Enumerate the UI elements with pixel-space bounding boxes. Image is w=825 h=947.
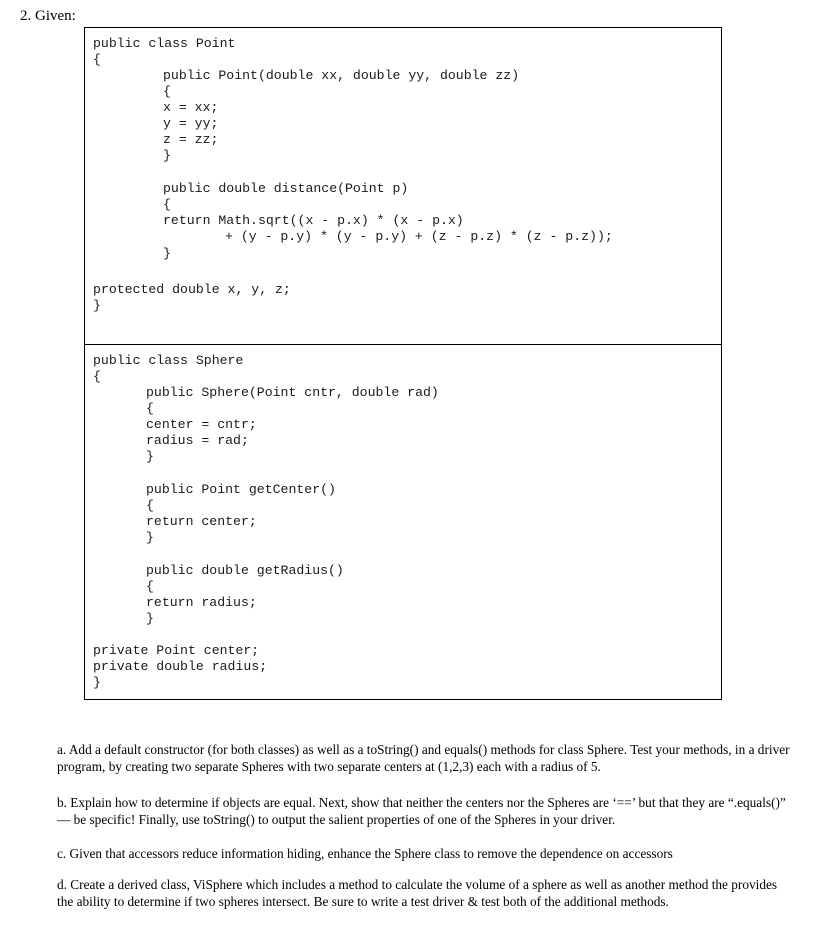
question-a: a. Add a default constructor (for both classes) as well as a toString() and equals() methods for class Sphere. Test your methods, in a driver program, by creating two separate Spheres with two separate centers at (1,2,3) each with a radius of 5. (57, 742, 790, 774)
code-line: } (93, 675, 101, 690)
code-line: public Point getCenter() (146, 482, 336, 497)
code-line: public double getRadius() (146, 563, 344, 578)
sphere-class-code-box (84, 344, 722, 700)
code-line: return Math.sqrt((x - p.x) * (x - p.x) (163, 213, 464, 228)
code-line: y = yy; (163, 116, 219, 131)
code-line: public Sphere(Point cntr, double rad) (146, 385, 439, 400)
code-line: public Point(double xx, double yy, double zz) (163, 68, 520, 83)
code-line: { (146, 401, 154, 416)
code-line: radius = rad; (146, 433, 249, 448)
code-line: public class Point (93, 36, 236, 51)
code-line: { (146, 498, 154, 513)
question-b: b. Explain how to determine if objects are equal. Next, show that neither the centers nor the Spheres are ‘==’ but that they are “.equals()” — be specific! Finally, use toString() to output the salient properties of one of the Spheres in your driver. (57, 795, 786, 827)
code-line: } (146, 449, 154, 464)
question-heading: 2. Given: (20, 8, 76, 24)
code-line: z = zz; (163, 132, 219, 147)
code-line: x = xx; (163, 100, 219, 115)
code-line: { (146, 579, 154, 594)
code-line: + (y - p.y) * (y - p.y) + (z - p.z) * (z - p.z)); (225, 229, 613, 244)
code-line: { (93, 369, 101, 384)
code-line: } (146, 530, 154, 545)
code-line: } (163, 148, 171, 163)
code-line: } (93, 298, 101, 313)
code-line: protected double x, y, z; (93, 282, 291, 297)
code-line: public class Sphere (93, 353, 244, 368)
code-line: { (93, 52, 101, 67)
point-class-code-box (84, 27, 722, 345)
question-c: c. Given that accessors reduce information hiding, enhance the Sphere class to remove the dependence on accessors (57, 846, 673, 861)
code-line: { (163, 197, 171, 212)
code-line: return center; (146, 514, 257, 529)
code-line: center = cntr; (146, 417, 257, 432)
code-line: return radius; (146, 595, 257, 610)
code-line: } (163, 246, 171, 261)
code-line: private Point center; (93, 643, 260, 658)
code-line: } (146, 611, 154, 626)
question-d: d. Create a derived class, ViSphere which includes a method to calculate the volume of a sphere as well as another method the provides the ability to determine if two spheres intersect. Be sure to write a test driver & test both of the additional methods. (57, 877, 778, 909)
code-line: public double distance(Point p) (163, 181, 409, 196)
code-line: { (163, 84, 171, 99)
code-line: private double radius; (93, 659, 268, 674)
